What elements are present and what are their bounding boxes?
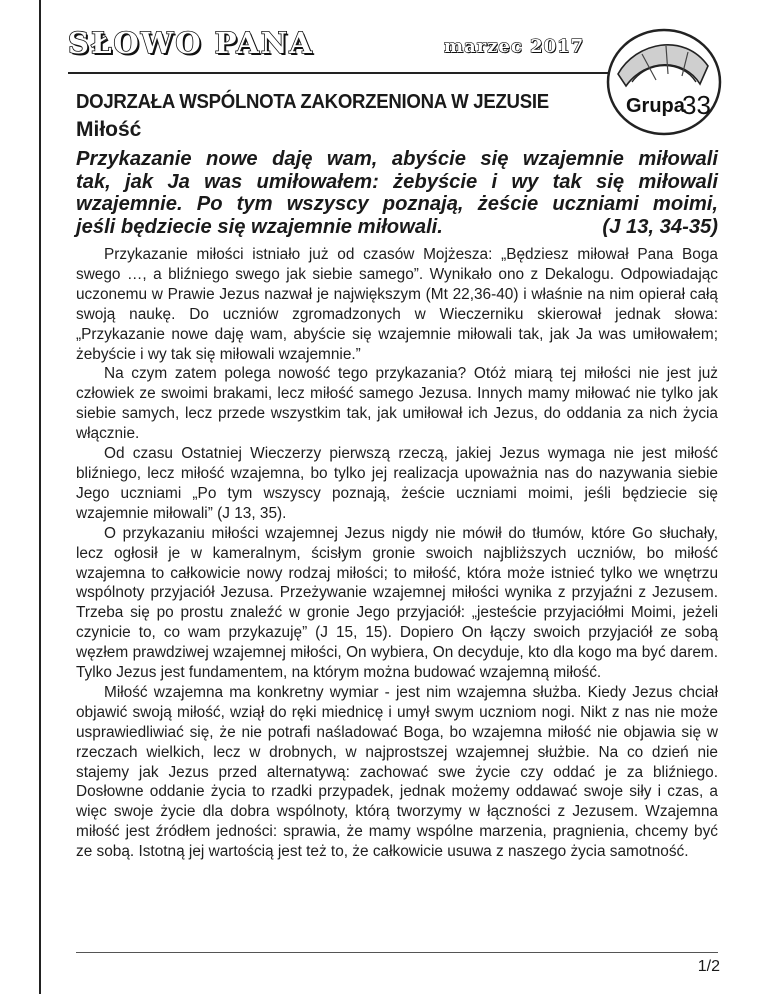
publication-title: SŁOWO PANA xyxy=(68,26,314,60)
badge-label: Grupa xyxy=(626,95,685,117)
scripture-reference: (J 13, 34-35) xyxy=(602,215,718,238)
scripture-quote xyxy=(76,148,718,238)
masthead xyxy=(68,26,598,66)
quote-line: Przykazanie nowe daję wam, abyście się wzajemnie miłowali xyxy=(76,148,718,170)
quote-line-end: jeśli będziecie się wzajemnie miłowali. xyxy=(76,215,443,238)
paragraph: Na czym zatem polega nowość tego przykazania? Otóż miarą tej miłości nie jest już człowiek ze swoimi brakami, lecz miłość samego Jezusa. Innych mamy miłować nie tylko jak siebie samych, lecz przede wszystkim tak, jak umiłował ich Jezus, do oddania za nich życia włącznie. xyxy=(76,365,718,443)
group-badge-logo xyxy=(596,24,736,142)
paragraph: Miłość wzajemna ma konkretny wymiar - jest nim wzajemna służba. Kiedy Jezus chciał objawić swoją miłość, wziął do ręki miednicę i umył swym uczniom nogi. Nikt z nas nie może usprawiedliwiać się, że nie potrafi naśladować Boga, bo wzajemna miłość nie objawia się w rzeczach wielkich, lecz w drobnych, w najprostszej wzajemnej służbie. Na co dzień nie stajemy jak Jezus przed alternatywą: zachować swe życie czy oddać je za bliźniego. Dosłowne oddanie życia to rzadki przypadek, jednak możemy oddawać swoje siły i czas, a więc swoje życie dla dobra wspólnoty, którą tworzymy w łączności z Jezusem. Wzajemna miłość jest źródłem jedności: sprawia, że mamy wspólne marzenia, pragnienia, chcemy być ze sobą. Istotną jej wartością jest też to, że całkowicie usuwa z naszego życia samotność. xyxy=(76,683,718,861)
subtitle: Miłość xyxy=(76,118,142,141)
issue-date: marzec 2017 xyxy=(444,36,585,57)
left-margin-line xyxy=(39,0,41,994)
quote-last-line xyxy=(76,216,718,239)
section-title: DOJRZAŁA WSPÓLNOTA ZAKORZENIONA W JEZUSIE xyxy=(76,91,549,113)
footer-rule xyxy=(76,952,718,953)
quote-line: wzajemnie. Po tym wszyscy poznają, żeście uczniami moimi, xyxy=(76,193,718,215)
badge-number: 33 xyxy=(682,90,711,120)
page-number: 1/2 xyxy=(697,958,720,975)
quote-line: tak, jak Ja was umiłowałem: żebyście i wy tak się miłowali xyxy=(76,170,718,193)
header-rule xyxy=(68,72,613,74)
paragraph: O przykazaniu miłości wzajemnej Jezus nigdy nie mówił do tłumów, które Go słuchały, lecz ogłosił je w kameralnym, ścisłym gronie swoich najbliższych uczniów, bo miłość wzajemna to całkowicie nowy rodzaj miłości; to miłość, która może istnieć tylko we wnętrzu wspólnoty przyjaciół Jezusa. Przeżywanie wzajemnej miłości wynika z przyjaźni z Jezusem. Trzeba się po prostu znaleźć w gronie Jego przyjaciół: „jesteście przyjaciółmi Moimi, jeżeli czynicie to, co wam przykazuję” (J 15, 15). Dopiero On łączy swoich przyjaciół ze sobą węzłem prawdziwej wzajemnej miłości, On wybiera, On decyduje, kto dla kogo ma być darem. Tylko Jezus jest fundamentem, na którym można budować wzajemną miłość. xyxy=(76,524,718,682)
paragraph: Przykazanie miłości istniało już od czasów Mojżesza: „Będziesz miłował Pana Boga swego …, a bliźniego swego jak siebie samego”. Wynikało ono z Dekalogu. Odpowiadając uczonemu w Prawie Jezus nazwał je największym (Mt 22,36-40) i właśnie na nim opierał całą swoją naukę. Do uczniów zgromadzonych w Wieczerniku skierował jednak słowa: „Przykazanie nowe daję wam, abyście się wzajemnie miłowali tak, jak Ja was umiłowałem; żebyście i wy tak się miłowali wzajemnie.” xyxy=(76,246,718,363)
article-body xyxy=(76,245,718,862)
paragraph: Od czasu Ostatniej Wieczerzy pierwszą rzeczą, jakiej Jezus wymaga nie jest miłość bliźniego, lecz miłość wzajemna, bo tylko jej realizacja upoważnia nas do nazywania siebie Jego uczniami „Po tym wszyscy poznają, żeście uczniami moimi, jeśli będziecie się wzajemnie miłowali” (J 13, 35). xyxy=(76,445,718,522)
